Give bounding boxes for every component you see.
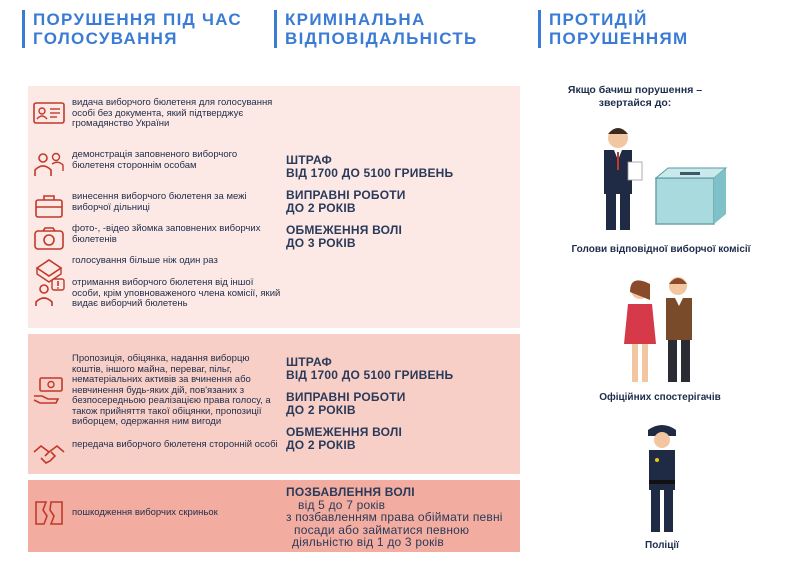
camera-icon [32,224,66,252]
header-violations-line2: ГОЛОСУВАННЯ [33,29,178,48]
id-card-icon [32,98,66,126]
penalty-line: ДО 2 РОКІВ [286,200,356,215]
penalty-line: ДО 2 РОКІВ [286,437,356,452]
caption-observers: Офіційних спостерігачів [599,392,721,403]
penalties-group-2 [286,356,516,451]
penalty-line: ШТРАФ [286,355,332,369]
contact-title: Якщо бачиш порушення – звертайся до: [567,84,703,109]
money-hand-icon [32,376,66,404]
penalty-line: ШТРАФ [286,153,332,167]
item-text: отримання виборчого бюлетеня від іншої особи, крім уповноваженого члена комісії, який видає виборчий бюлетень [72,277,281,309]
penalty-line: ВИПРАВНІ РОБОТИ [286,390,406,404]
penalty-line: від 5 до 7 років [298,497,386,512]
penalty-line: з позбавленням права обіймати певні [286,510,503,524]
header-violations-line1: ПОРУШЕННЯ ПІД ЧАС [33,10,243,29]
caption-commission-head: Голови відповідної виборчої комісії [571,244,751,255]
observers-illustration [612,270,712,388]
penalties-group-3 [286,486,516,549]
person-alert-icon [32,278,66,306]
handshake-icon [32,440,66,468]
police-illustration [640,420,684,538]
penalty-line: ВИПРАВНІ РОБОТИ [286,188,406,202]
header-counter-line2: ПОРУШЕННЯМ [549,29,689,48]
penalty-line: посади або займатися певною [294,522,470,537]
penalties-group-1 [286,154,516,249]
header-liability-line1: КРИМІНАЛЬНА [285,10,426,29]
commission-head-illustration [584,122,734,238]
header-counter [538,10,689,48]
item-text: винесення виборчого бюлетеня за межі виборчої дільниці [72,191,247,213]
header-liability-line2: ВІДПОВІДАЛЬНІСТЬ [285,29,478,48]
penalty-line: ДО 3 РОКІВ [286,235,356,250]
item-text: передача виборчого бюлетеня сторонній особі [72,439,278,450]
violations-group-2 [28,334,520,474]
violations-group-3 [28,480,520,552]
item-text: пошкодження виборчих скриньок [72,507,218,518]
item-text: Пропозиція, обіцянка, надання виборцю коштів, іншого майна, переваг, пільг, нематеріальних активів за вчинення або невчинення будь-яких дій, пов'язаних з безпосередньою реалізацією права голосу, а також прийняття такої обіцянки, пропозиції виборцем, одержання ним вигоди [72,353,271,427]
header-liability [274,10,478,48]
penalty-line: ДО 2 РОКІВ [286,402,356,417]
penalty-line: ВІД 1700 ДО 5100 ГРИВЕНЬ [286,367,454,382]
penalty-line: ОБМЕЖЕННЯ ВОЛІ [286,223,403,237]
header-violations [22,10,242,48]
item-text: голосування більше ніж один раз [72,255,218,266]
penalty-line: ВІД 1700 ДО 5100 ГРИВЕНЬ [286,165,454,180]
caption-police: Поліції [645,540,679,551]
item-text: фото-, -відео зйомка заповнених виборчих бюлетенів [72,223,261,245]
penalty-line: діяльністю від 1 до 3 років [292,535,444,549]
broken-paper-icon [32,498,66,526]
people-icon [32,150,66,178]
header-counter-line1: ПРОТИДІЙ [549,10,648,29]
violations-group-1 [28,86,520,328]
penalty-line: ПОЗБАВЛЕННЯ ВОЛІ [286,485,415,499]
item-text: демонстрація заповненого виборчого бюлетеня стороннім особам [72,149,238,171]
penalty-line: ОБМЕЖЕННЯ ВОЛІ [286,425,403,439]
briefcase-icon [32,192,66,220]
item-text: видача виборчого бюлетеня для голосування особі без документа, який підтверджує громадянство України [72,97,273,129]
